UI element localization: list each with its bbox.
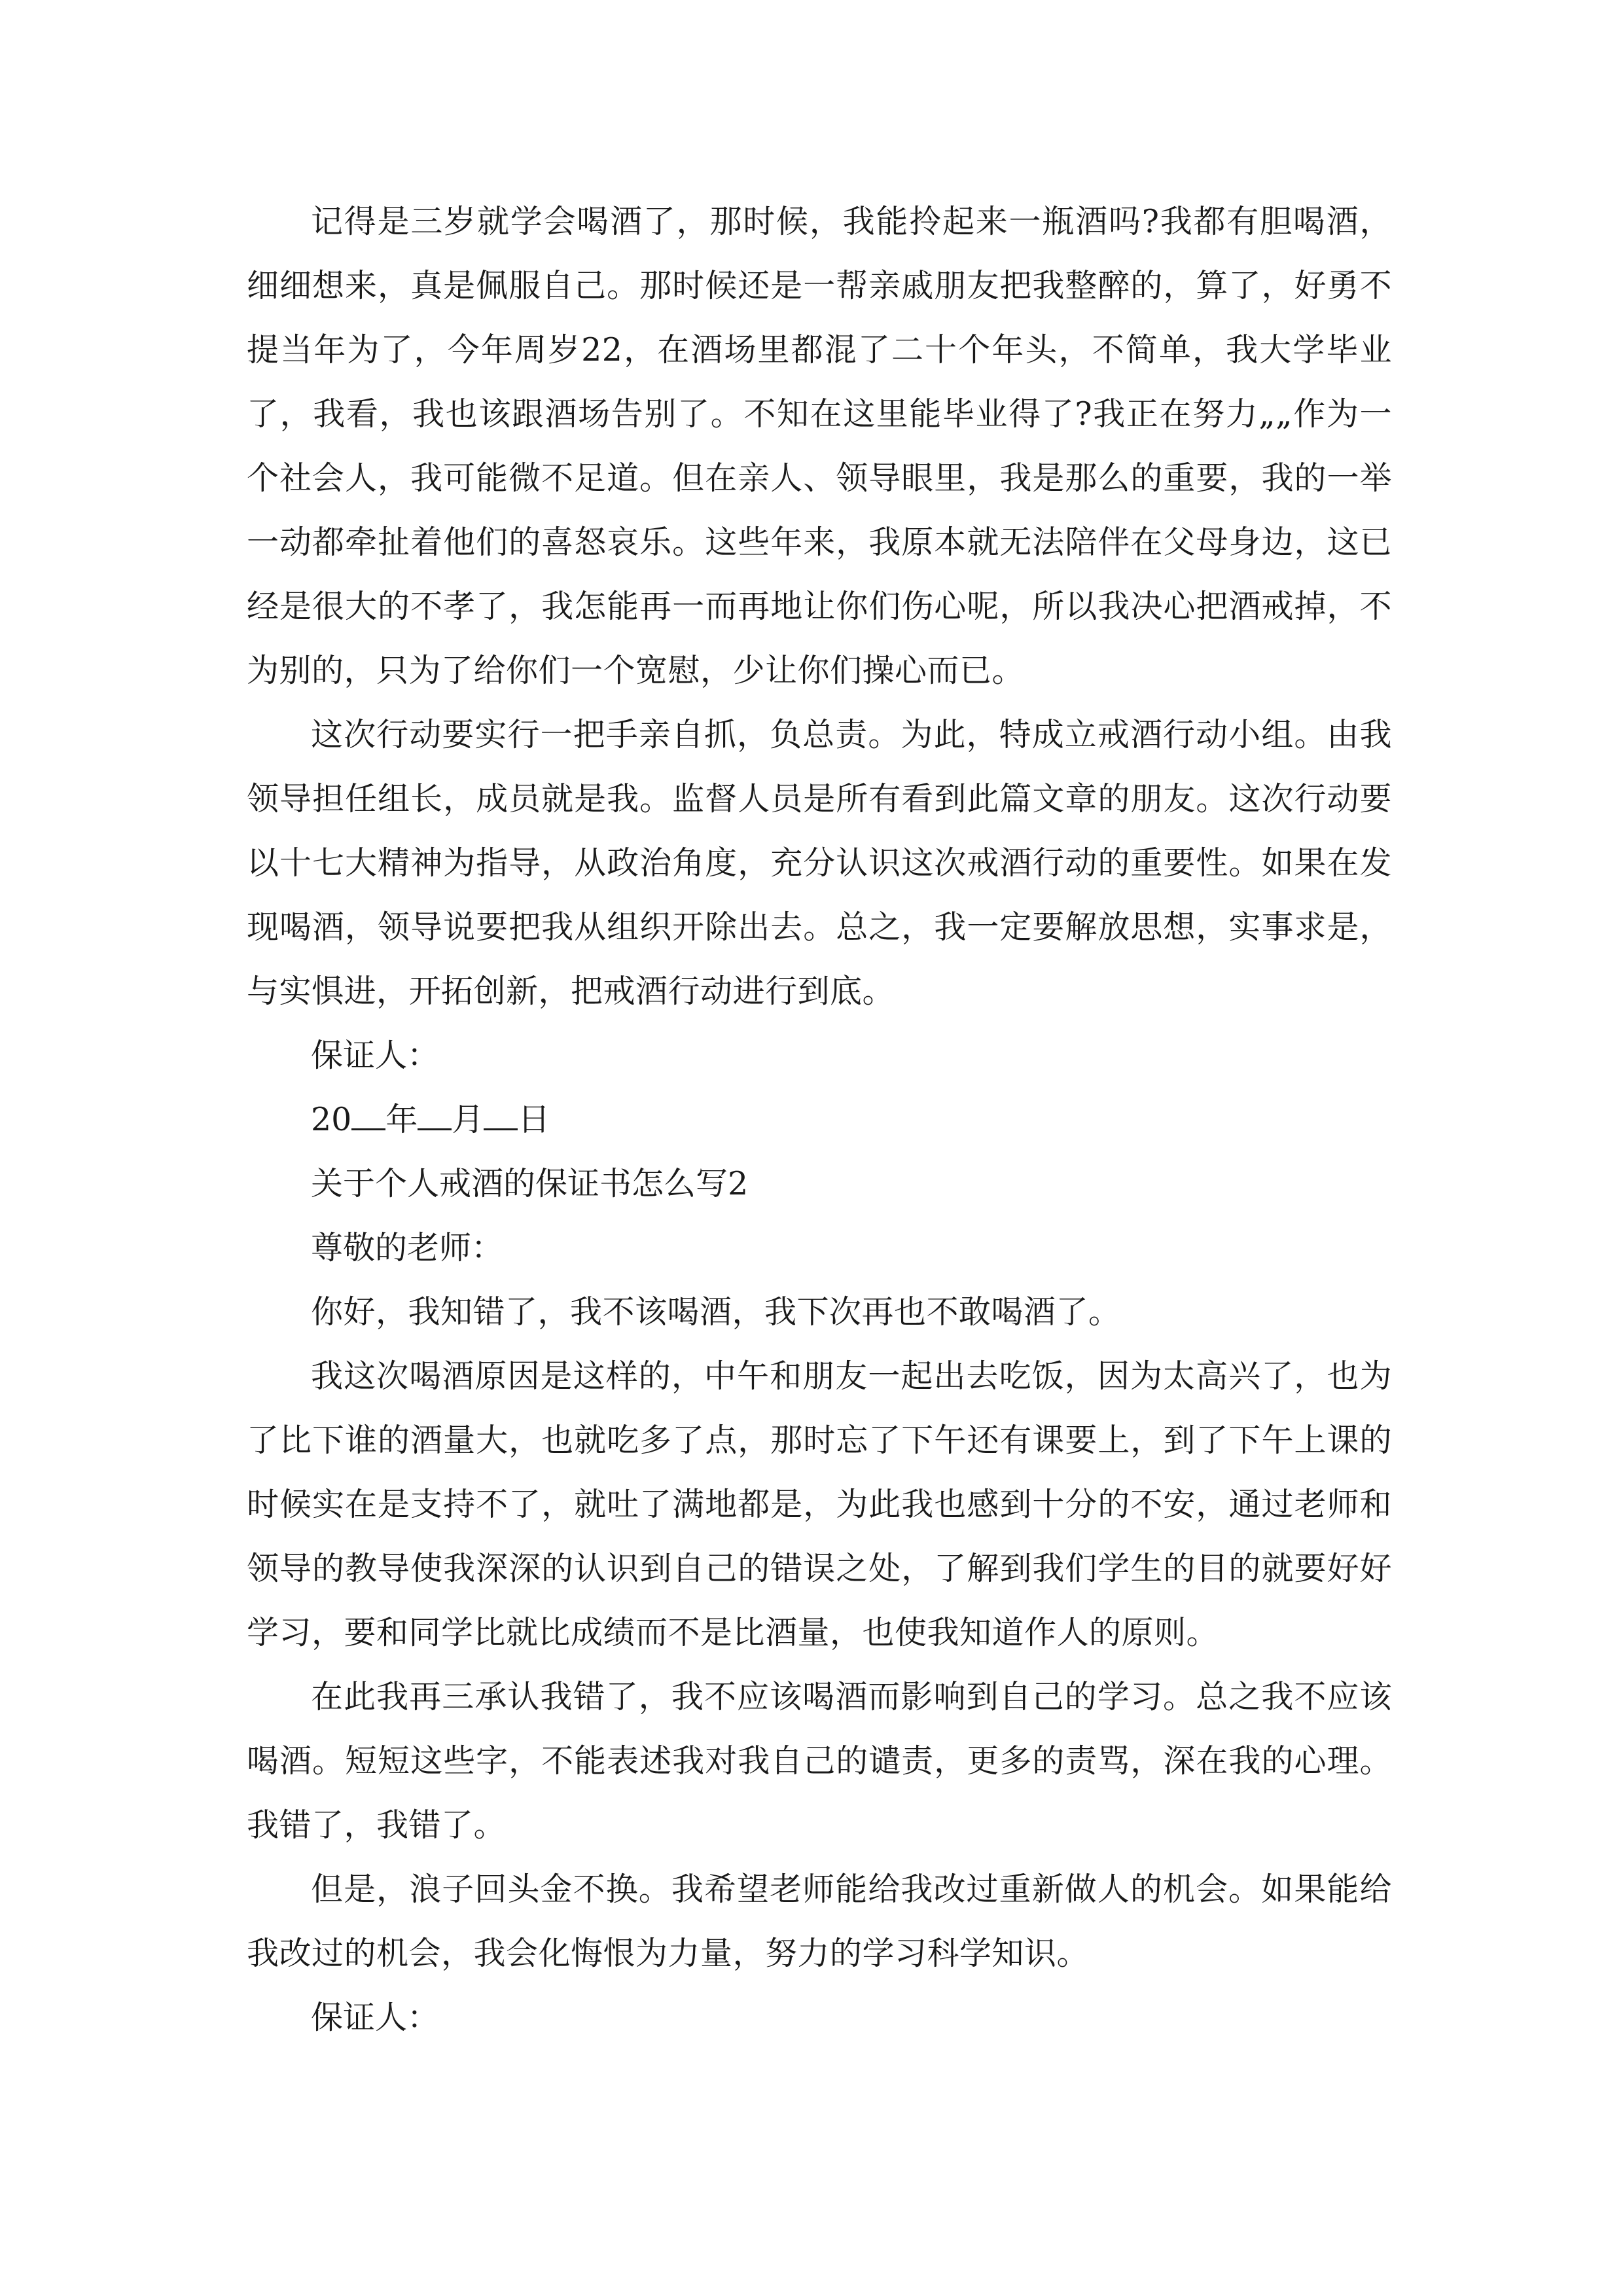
date-prefix: 20	[311, 1101, 352, 1138]
paragraph-1: 记得是三岁就学会喝酒了，那时候，我能拎起来一瓶酒吗?我都有胆喝酒，细细想来，真是佩服自己。那时候还是一帮亲戚朋友把我整醉的，算了，好勇不提当年为了，今年周岁22，在酒场里都混了二十个年头，不简单，我大学毕业了，我看，我也该跟酒场告别了。不知在这里能毕业得了?我正在努力„„作为一个社会人，我可能微不足道。但在亲人、领导眼里，我是那么的重要，我的一举一动都牵扯着他们的喜怒哀乐。这些年来，我原本就无法陪伴在父母身边，这已经是很大的不孝了，我怎能再一而再地让你们伤心呢，所以我决心把酒戒掉，不为别的，只为了给你们一个宽慰，少让你们操心而已。	[247, 203, 1392, 689]
date-line	[247, 1088, 1392, 1152]
paragraph-6: 但是，浪子回头金不换。我希望老师能给我改过重新做人的机会。如果能给我改过的机会，我会化悔恨为力量，努力的学习科学知识。	[247, 1871, 1392, 1972]
paragraph-5: 在此我再三承认我错了，我不应该喝酒而影响到自己的学习。总之我不应该喝酒。短短这些字，不能表述我对我自己的谴责，更多的责骂，深在我的心理。我错了，我错了。	[247, 1678, 1392, 1844]
guarantor-label-2: 保证人：	[311, 1999, 440, 2036]
paragraph-4: 我这次喝酒原因是这样的，中午和朋友一起出去吃饭，因为太高兴了，也为了比下谁的酒量大，也就吃多了点，那时忘了下午还有课要上，到了下午上课的时候实在是支持不了，就吐了满地都是，为此我也感到十分的不安，通过老师和领导的教导使我深深的认识到自己的错误之处，了解到我们学生的目的就要好好学习，要和同学比就比成绩而不是比酒量，也使我知道作人的原则。	[247, 1357, 1392, 1651]
salutation: 尊敬的老师：	[311, 1229, 504, 1266]
paragraph-2: 这次行动要实行一把手亲自抓，负总责。为此，特成立戒酒行动小组。由我领导担任组长，成员就是我。监督人员是所有看到此篇文章的朋友。这次行动要以十七大精神为指导，从政治角度，充分认识这次戒酒行动的重要性。如果在发现喝酒，领导说要把我从组织开除出去。总之，我一定要解放思想，实事求是，与实惧进，开拓创新，把戒酒行动进行到底。	[247, 716, 1392, 1010]
section-title: 关于个人戒酒的保证书怎么写2	[311, 1165, 749, 1202]
guarantor-label-1: 保证人：	[311, 1037, 440, 1074]
date-year: 年	[385, 1101, 418, 1138]
year-blank	[351, 1100, 385, 1130]
document-body	[247, 190, 1392, 2050]
date-month: 月	[452, 1101, 484, 1138]
paragraph-3: 你好，我知错了，我不该喝酒，我下次再也不敢喝酒了。	[311, 1293, 1121, 1331]
month-blank	[418, 1100, 452, 1130]
day-blank	[484, 1100, 518, 1130]
date-day: 日	[518, 1101, 550, 1138]
